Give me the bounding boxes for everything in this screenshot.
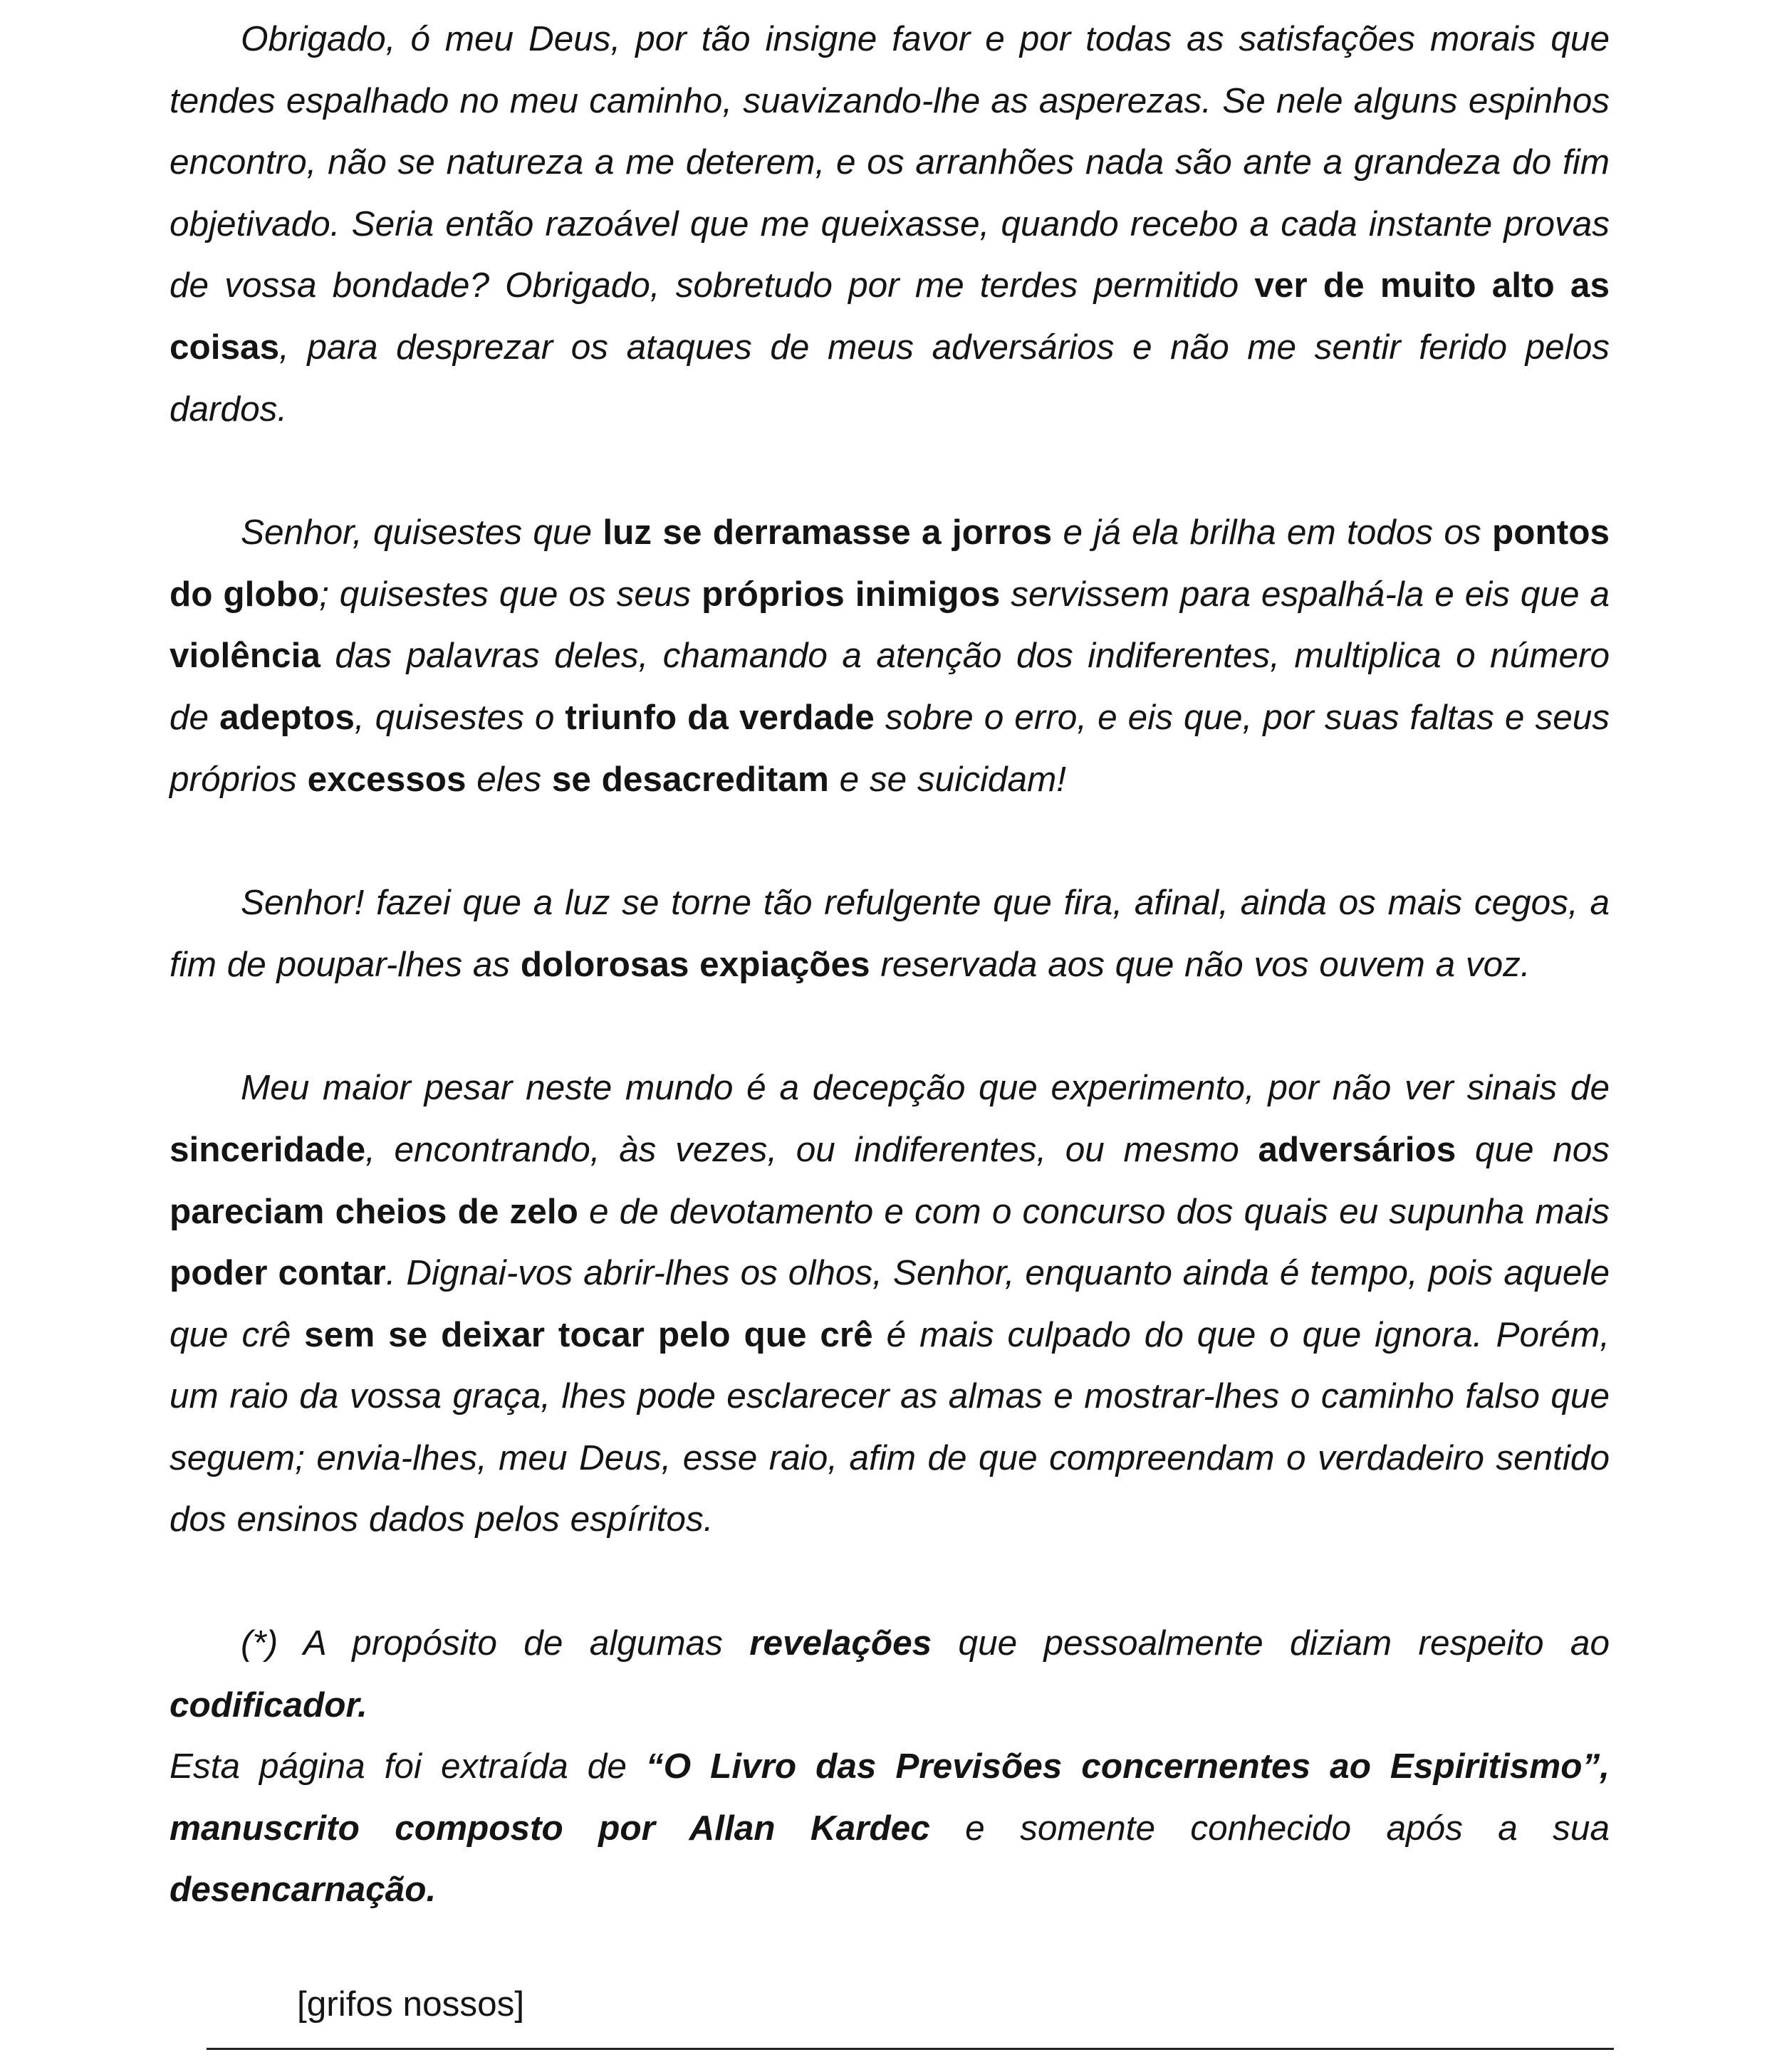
body-text: , encontrando, às vezes, ou indiferentes, ou mesmo (365, 1129, 1258, 1169)
emphasis-text: dolorosas expiações (520, 944, 870, 984)
emphasis-text: sem se deixar tocar pelo que crê (304, 1314, 873, 1354)
footer-rule (207, 2048, 1614, 2050)
body-text: . Dignai-vos abrir-lhes os olhos, Senhor, enquanto ainda é tempo, pois aquele que crê (170, 1253, 1610, 1354)
body-text: e se suicidam! (828, 759, 1066, 799)
body-text: e somente conhecido após a sua (929, 1808, 1610, 1848)
footnote-line-2 (170, 1736, 1610, 1921)
body-text: que pessoalmente diziam respeito ao (932, 1623, 1610, 1663)
body-text: Esta página foi extraída de (170, 1747, 646, 1786)
body-text: Obrigado, ó meu Deus, por tão insigne favor e por todas as satisfações morais que tendes espalhado no meu caminho, suavizando-lhe as asperezas. Se nele alguns espinhos encontro, não se natureza a me deterem, e os arranhões nada são ante a grandeza do fim objetivado. Seria então razoável que me queixasse, quando recebo a cada instante provas de vossa bondade? Obrigado, sobretudo por me terdes permitido (170, 19, 1610, 305)
footnote-line-1 (170, 1613, 1610, 1736)
emphasis-text: desencarnação. (170, 1870, 437, 1910)
emphasis-text: poder contar (170, 1253, 386, 1293)
body-text: e de devotamento e com o concurso dos quais eu supunha mais (578, 1191, 1610, 1231)
body-text: servissem para espalhá-la e eis que a (1000, 574, 1610, 614)
body-text: (*) A propósito de algumas (241, 1623, 750, 1663)
emphasis-text: luz se derramasse a jorros (603, 513, 1053, 553)
body-text: Senhor, quisestes que (241, 513, 603, 553)
body-text: , para desprezar os ataques de meus adversários e não me sentir ferido pelos dardos. (170, 327, 1610, 429)
body-text: é mais culpado do que o que ignora. Porém, um raio da vossa graça, lhes pode esclarecer as almas e mostrar-lhes o caminho falso que seguem; envia-lhes, meu Deus, esse raio, afim de que compreendam o verdadeiro sentido dos ensinos dados pelos espíritos. (170, 1314, 1610, 1539)
body-text: das palavras deles, chamando a atenção dos indiferentes, multiplica o número de (170, 636, 1610, 737)
emphasis-text: sinceridade (170, 1129, 366, 1169)
body-text: e já ela brilha em todos os (1052, 513, 1493, 553)
body-text: Meu maior pesar neste mundo é a decepção que experimento, por não ver sinais de (241, 1068, 1610, 1108)
emphasis-text: próprios inimigos (702, 574, 1001, 614)
emphasis-text: pareciam cheios de zelo (170, 1191, 578, 1231)
emphasis-text: pontos do globo (170, 513, 1610, 614)
emphasis-text: adeptos (219, 697, 355, 737)
emphasis-text: se desacreditam (551, 759, 829, 799)
body-text: , quisestes o (354, 697, 565, 737)
paragraph-1 (170, 9, 1610, 440)
emphasis-text: violência (170, 636, 320, 676)
body-text: reservada aos que não vos ouvem a voz. (870, 944, 1531, 984)
paragraph-4 (170, 1057, 1610, 1551)
paragraph-2 (170, 502, 1610, 810)
document-page (170, 9, 1610, 1921)
body-text: eles (466, 759, 552, 799)
emphasis-text: ver de muito alto as coisas (170, 266, 1610, 367)
emphasis-text: codificador. (170, 1685, 368, 1725)
body-text: ; quisestes que os seus (319, 574, 702, 614)
emphasis-text: triunfo da verdade (565, 697, 875, 737)
paragraph-3 (170, 872, 1610, 995)
emphasis-text: revelações (749, 1623, 932, 1663)
emphasis-text: “O Livro das Previsões concernentes ao Espiritismo”, manuscrito composto por Allan Kardec (170, 1747, 1610, 1848)
body-text: Senhor! fazei que a luz se torne tão refulgente que fira, afinal, ainda os mais cegos, a fim de poupar-lhes as (170, 883, 1610, 984)
grifos-note: [grifos nossos] (297, 1984, 525, 2024)
emphasis-text: adversários (1258, 1129, 1456, 1169)
body-text: sobre o erro, e eis que, por suas faltas e seus próprios (170, 697, 1610, 799)
body-text: que nos (1456, 1129, 1610, 1169)
emphasis-text: excessos (307, 759, 466, 799)
